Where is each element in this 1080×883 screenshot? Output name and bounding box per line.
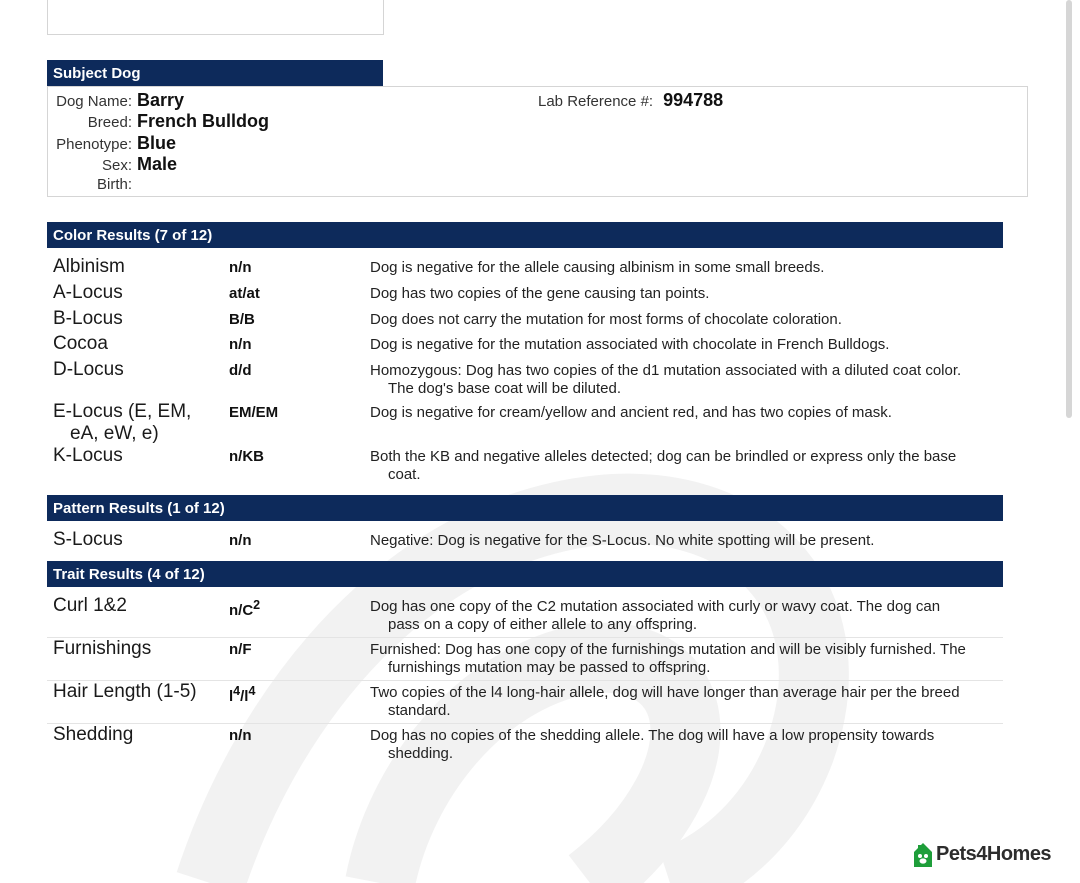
- locus-name: [53, 401, 191, 445]
- pets4homes-logo[interactable]: [912, 841, 1051, 867]
- breed-value: French Bulldog: [137, 111, 269, 131]
- dog-name-value: Barry: [137, 90, 185, 110]
- genotype-value: n/n: [229, 727, 252, 744]
- result-description-line2: The dog's base coat will be diluted.: [388, 380, 622, 397]
- result-description: [370, 362, 1000, 398]
- result-description: [370, 448, 1000, 484]
- result-row-curl: [47, 595, 1003, 638]
- locus-name: K-Locus: [53, 445, 123, 466]
- genotype-value: [229, 684, 255, 705]
- locus-name-line2: eA, eW, e): [70, 423, 159, 444]
- result-row-hair-length: [47, 681, 1003, 724]
- lab-reference-label: Lab Reference #:: [538, 93, 654, 110]
- result-row-k-locus: [47, 445, 1003, 485]
- breed-field: [48, 111, 269, 132]
- breed-label: Breed:: [87, 114, 132, 131]
- sex-field: [48, 154, 177, 175]
- result-description-line1: Homozygous: Dog has two copies of the d1 mutation associated with a diluted coat color.: [370, 362, 962, 379]
- lab-reference-field: [538, 90, 723, 111]
- logo-text: Pets4Homes: [936, 842, 1052, 865]
- lab-reference-value: 994788: [663, 90, 724, 110]
- result-row-shedding: [47, 724, 1003, 766]
- result-description-line1: Both the KB and negative alleles detected; dog can be brindled or express only the base: [370, 448, 957, 465]
- birth-field: [48, 176, 137, 193]
- locus-name: Albinism: [53, 256, 125, 277]
- genotype-superscript: 2: [253, 598, 261, 612]
- phenotype-value: Blue: [137, 133, 177, 153]
- result-description-line2: furnishings mutation may be passed to offspring.: [388, 659, 711, 676]
- genotype-part-b: /l: [240, 688, 249, 705]
- result-row-d-locus: [47, 359, 1003, 399]
- genotype-value: B/B: [229, 311, 255, 328]
- genotype-part-a: l: [229, 688, 234, 705]
- result-description-line2: standard.: [388, 702, 451, 719]
- result-description-line2: coat.: [388, 466, 421, 483]
- result-description: Dog has two copies of the gene causing tan points.: [370, 285, 710, 302]
- trait-results-header: [47, 561, 1003, 587]
- genotype-value: d/d: [229, 362, 252, 379]
- genotype-value: n/F: [229, 641, 252, 658]
- birth-label: Birth:: [96, 176, 132, 193]
- locus-name: Hair Length (1-5): [53, 681, 197, 702]
- locus-name-line1: E-Locus (E, EM,: [53, 401, 192, 422]
- subject-dog-panel: [47, 86, 1028, 197]
- genotype-value: n/n: [229, 532, 252, 549]
- locus-name: S-Locus: [53, 529, 123, 550]
- sex-value: Male: [137, 154, 178, 174]
- genotype-value: n/n: [229, 336, 252, 353]
- result-description: [370, 684, 1000, 720]
- genotype-base: n/C: [229, 602, 254, 619]
- result-description: Dog is negative for the mutation associated with chocolate in French Bulldogs.: [370, 336, 890, 353]
- result-description: [370, 641, 1000, 677]
- locus-name: D-Locus: [53, 359, 124, 380]
- genotype-superscript-b: 4: [248, 684, 256, 698]
- sex-label: Sex:: [101, 157, 132, 174]
- subject-dog-header: [47, 60, 383, 86]
- top-empty-box: [47, 0, 384, 35]
- phenotype-field: [48, 133, 176, 154]
- subject-dog-header-label: Subject Dog: [53, 64, 141, 82]
- result-description-line2: shedding.: [388, 745, 454, 762]
- color-results-header-label: Color Results (7 of 12): [53, 226, 213, 244]
- trait-results-header-label: Trait Results (4 of 12): [53, 565, 205, 583]
- result-description-line2: pass on a copy of either allele to any offspring.: [388, 616, 698, 633]
- result-description: Negative: Dog is negative for the S-Locus. No white spotting will be present.: [370, 532, 875, 549]
- color-results-header: [47, 222, 1003, 248]
- result-row-furnishings: [47, 638, 1003, 681]
- phenotype-label: Phenotype:: [56, 136, 132, 153]
- locus-name: Curl 1&2: [53, 595, 127, 616]
- result-row-cocoa: [47, 333, 1003, 359]
- locus-name: Cocoa: [53, 333, 108, 354]
- result-row-albinism: [47, 256, 1003, 282]
- result-description: [370, 598, 1000, 634]
- result-description: Dog is negative for the allele causing albinism in some small breeds.: [370, 259, 825, 276]
- genotype-value: at/at: [229, 285, 260, 302]
- locus-name: Shedding: [53, 724, 134, 745]
- house-paw-logo-icon: [912, 841, 934, 867]
- result-description-line1: Furnished: Dog has one copy of the furnishings mutation and will be visibly furnished. The: [370, 641, 966, 658]
- dog-name-field: [48, 90, 184, 111]
- pattern-results-header: [47, 495, 1003, 521]
- result-description: [370, 727, 1000, 763]
- locus-name: B-Locus: [53, 308, 123, 329]
- locus-name: Furnishings: [53, 638, 152, 659]
- genotype-value: n/KB: [229, 448, 264, 465]
- locus-name: A-Locus: [53, 282, 123, 303]
- result-description: Dog is negative for cream/yellow and ancient red, and has two copies of mask.: [370, 404, 892, 421]
- genotype-value: n/n: [229, 259, 252, 276]
- result-description-line1: Dog has no copies of the shedding allele. The dog will have a low propensity towards: [370, 727, 935, 744]
- pattern-results-header-label: Pattern Results (1 of 12): [53, 499, 225, 517]
- genotype-value: EM/EM: [229, 404, 279, 421]
- result-description-line1: Two copies of the l4 long-hair allele, dog will have longer than average hair per the breed: [370, 684, 960, 701]
- result-description: Dog does not carry the mutation for most forms of chocolate coloration.: [370, 311, 842, 328]
- dog-name-label: Dog Name:: [56, 93, 132, 110]
- result-row-b-locus: [47, 308, 1003, 334]
- result-description-line1: Dog has one copy of the C2 mutation associated with curly or wavy coat. The dog can: [370, 598, 941, 615]
- result-row-s-locus: [47, 529, 1003, 555]
- genotype-value: [229, 598, 260, 619]
- vertical-scrollbar[interactable]: [1066, 0, 1072, 418]
- result-row-a-locus: [47, 282, 1003, 308]
- genotype-superscript-a: 4: [233, 684, 241, 698]
- result-row-e-locus: [47, 401, 1003, 445]
